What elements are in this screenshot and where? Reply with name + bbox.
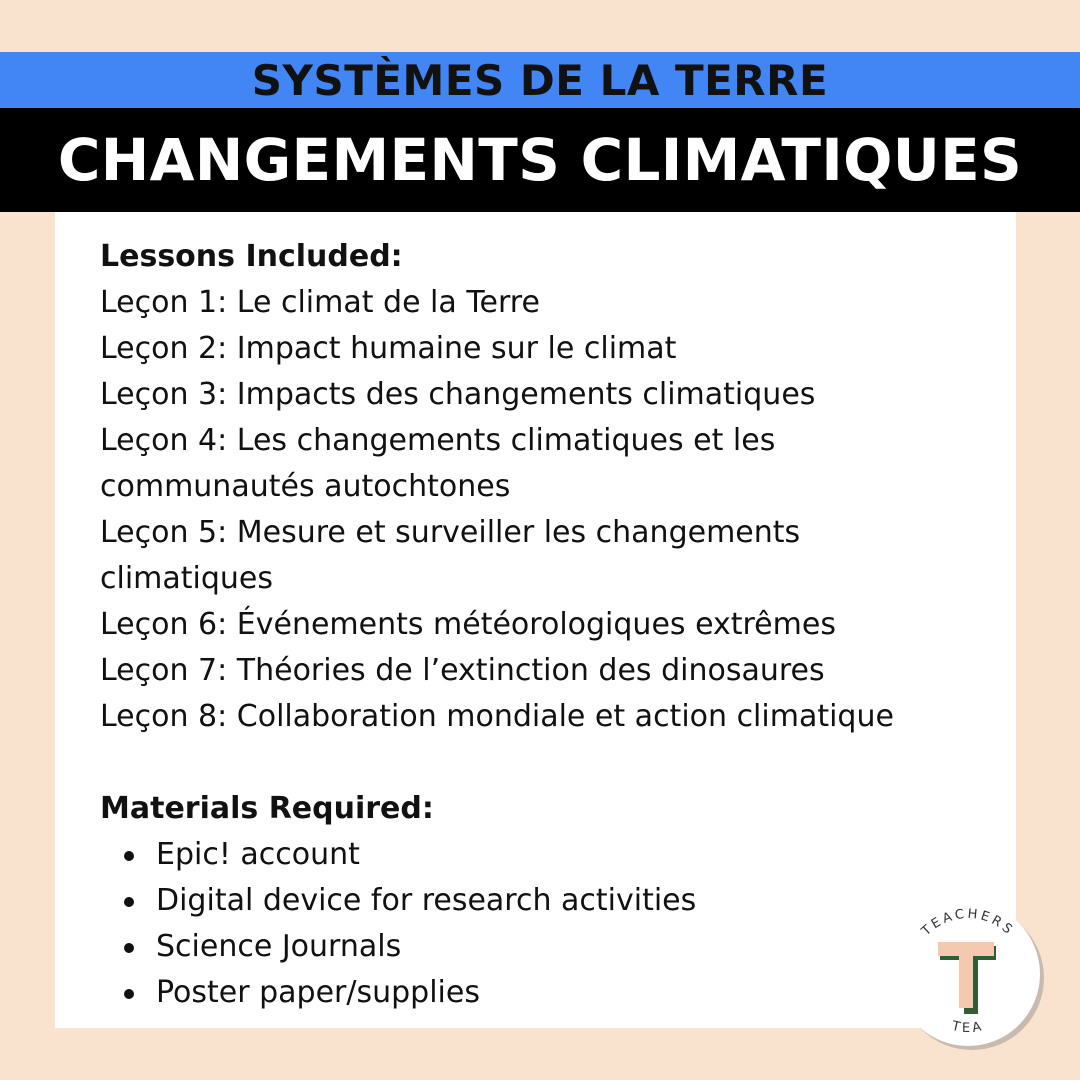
content — [100, 234, 980, 1016]
spacer — [100, 740, 980, 786]
subtitle-band — [0, 52, 1080, 108]
lesson-item: Leçon 5: Mesure et surveiller les changements climatiques — [100, 515, 801, 596]
lesson-item: Leçon 4: Les changements climatiques et les communautés autochtones — [100, 423, 776, 504]
lesson-item: Leçon 2: Impact humaine sur le climat — [100, 331, 677, 366]
lesson-item: Leçon 1: Le climat de la Terre — [100, 285, 540, 320]
lesson-item: Leçon 6: Événements météorologiques extrêmes — [100, 607, 836, 642]
teachers-tea-logo — [888, 894, 1048, 1054]
lesson-item: Leçon 8: Collaboration mondiale et action climatique — [100, 699, 894, 734]
page-title: CHANGEMENTS CLIMATIQUES — [57, 126, 1023, 194]
subtitle: SYSTÈMES DE LA TERRE — [251, 55, 829, 105]
title-band — [0, 108, 1080, 212]
list-item: Science Journals — [100, 924, 980, 970]
list-item: Epic! account — [100, 832, 980, 878]
lessons-heading: Lessons Included: — [100, 239, 403, 274]
list-item: Poster paper/supplies — [100, 970, 980, 1016]
lesson-item: Leçon 7: Théories de l’extinction des dinosaures — [100, 653, 825, 688]
list-item: Digital device for research activities — [100, 878, 980, 924]
materials-heading: Materials Required: — [100, 791, 434, 826]
logo-top-text: TEACHERS — [918, 906, 1018, 940]
lesson-item: Leçon 3: Impacts des changements climatiques — [100, 377, 816, 412]
logo-bottom-text: TEA — [950, 1018, 986, 1037]
materials-list — [100, 832, 980, 1016]
